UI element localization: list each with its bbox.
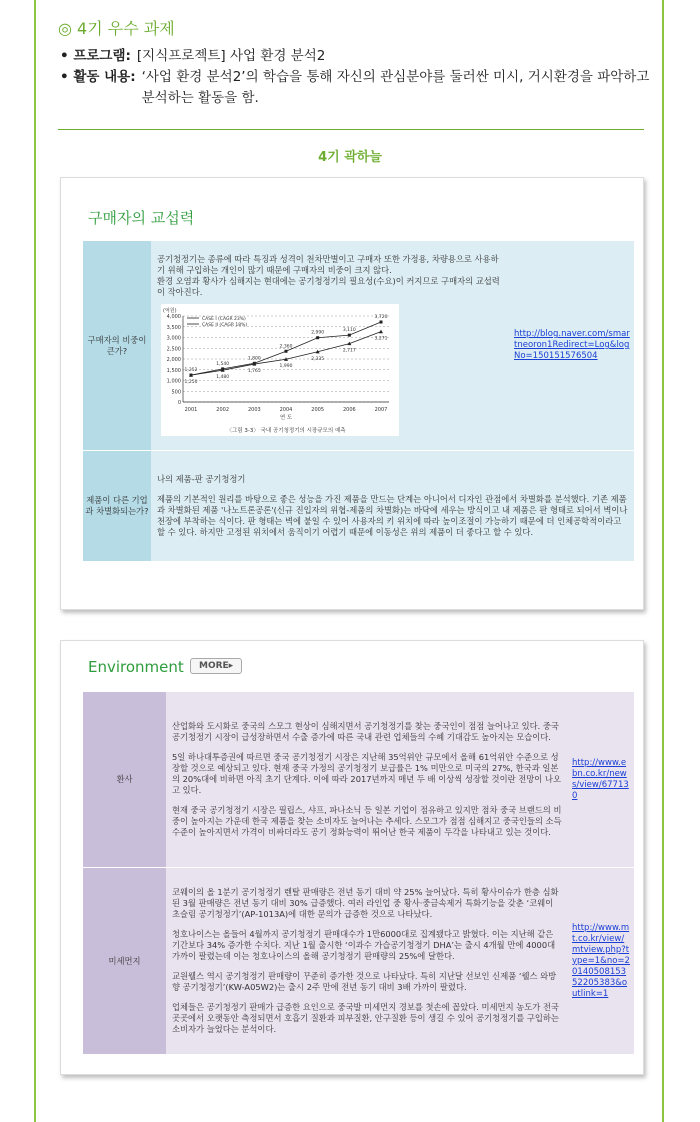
- y-tick-label: 1,500: [166, 367, 181, 374]
- row-content: [166, 692, 568, 868]
- row-label: 제품이 다른 기업과 차별화되는가?: [83, 451, 151, 562]
- y-tick-label: 1,000: [166, 378, 181, 384]
- row-content: [166, 868, 568, 1055]
- chart-svg: [161, 304, 399, 436]
- x-tick-label: 2003: [247, 406, 261, 413]
- legend-label: CASE I (CAGR 23%): [202, 316, 246, 322]
- row-label: 환사: [83, 692, 166, 868]
- author-name: 4기 곽하늘: [318, 150, 382, 165]
- divider: [58, 129, 644, 130]
- activity-value: ‘사업 환경 분석2’의 학습을 통해 자신의 관심분야를 둘러싼 미시, 거시환경을 파악하고 분석하는 활동을 함.: [141, 69, 650, 106]
- data-label: 3,720: [374, 314, 388, 320]
- y-axis-unit: (억원): [163, 307, 177, 314]
- data-label: 1,252: [184, 367, 198, 373]
- legend-label: CASE II (CAGR 18%): [202, 322, 248, 328]
- row-subtitle: 나의 제품-판 공기청정기: [157, 474, 246, 484]
- data-label: 2,990: [311, 330, 325, 336]
- x-tick-label: 2004: [279, 406, 293, 413]
- data-point: [316, 336, 319, 339]
- paragraph: 청호나이스는 올들어 4월까지 공기청정기 판매대수가 1만6000대로 집계됐다고 밝혔다. 이는 지난해 같은 기간보다 34% 증가한 수치다. 지난 1월 출시한 ‘이과수 가습공기청정기 DHA’는 출시 4개월 만에 4000대 가까이 팔렸는데 이는 청호나이스의 올해 공기청정기 판매량의 25%에 달한다.: [172, 929, 556, 961]
- more-button[interactable]: MORE▸: [190, 658, 242, 674]
- y-tick-label: 0: [177, 399, 181, 406]
- y-tick-label: 2,500: [166, 345, 181, 352]
- market-size-chart: [161, 304, 399, 436]
- data-label: 1,480: [216, 374, 230, 380]
- data-label: 2,335: [311, 356, 325, 362]
- row-text-2: 환경 오염과 황사가 심해지는 현대에는 공기청정기의 필요성(수요)이 커지므로 구매자의 교섭력이 작아진다.: [157, 275, 500, 297]
- buyer-power-table: [83, 241, 634, 562]
- data-label: 1,250: [184, 379, 198, 385]
- source-link[interactable]: http://blog.naver.com/smartneoron1Redirect=Log&logNo=150151576504: [514, 329, 630, 361]
- data-label: 1,990: [279, 363, 293, 369]
- data-point: [379, 329, 383, 333]
- y-tick-label: 2,000: [166, 356, 181, 363]
- table-row: [83, 451, 634, 562]
- data-label: 2,360: [279, 343, 293, 349]
- paragraph: 현재 중국 공기청정기 시장은 필립스, 샤프, 파나소닉 등 일본 기업이 점유하고 있지만 점차 중국 브랜드의 비중이 높아지는 가운데 한국 제품을 찾는 소비자도 늘어나는 추세다. 스모그가 점점 심해지고 중국인들의 소득수준이 높아지면서 가격이 비싸더라도 공기 정화능력이 뛰어난 한국 제품이 두각을 나타내고 있는 것이다.: [172, 805, 562, 837]
- program-row: [60, 46, 650, 67]
- row-label: 미세먼지: [83, 868, 166, 1055]
- section-title: ◎ 4기 우수 과제: [58, 19, 175, 38]
- row-content: [151, 241, 510, 451]
- data-label: 1,540: [216, 361, 230, 367]
- table-row: [83, 868, 634, 1055]
- y-tick-label: 3,000: [166, 335, 181, 341]
- table-row: [83, 692, 634, 868]
- data-label: 3,110: [342, 327, 356, 333]
- data-point: [285, 349, 288, 352]
- chart-caption: 〈그림 3-3〉 국내 공기청정기의 시장규모의 예측: [226, 427, 346, 434]
- source-link[interactable]: http://www.ebn.co.kr/news/view/677130: [572, 757, 629, 801]
- x-tick-label: 2002: [216, 406, 230, 413]
- paragraph: 교원웰스 역시 공기청정기 판매량이 꾸준히 증가한 것으로 나타났다. 특히 지난달 선보인 신제품 ‘웰스 와방향 공기청정기’(KW-A05W2)는 출시 2주 만에 전년 동기 대비 3배 가까이 팔렸다.: [172, 971, 557, 992]
- activity-key: • 활동 내용:: [60, 69, 136, 85]
- card-heading: 구매자의 교섭력: [88, 209, 195, 227]
- row-text: 공기청정기는 종류에 따라 특징과 성격이 천차만별이고 구매자 또한 가정용, 차량용으로 사용하기 위해 구입하는 개인이 많기 때문에 구매자의 비중이 크지 않다.: [157, 253, 499, 275]
- paragraph: 업체들은 공기청정기 판매가 급증한 요인으로 중국발 미세먼지 경보를 첫손에 꼽았다. 미세먼지 농도가 전국 곳곳에서 오랫동안 측정되면서 호흡기 질환과 피부질환, 안구질환 등이 생길 수 있어 공기청정기를 구입하는 소비자가 늘었다는 분석이다.: [172, 1002, 559, 1034]
- paragraph: 코웨이의 올 1분기 공기청정기 렌탈 판매량은 전년 동기 대비 약 25% 늘어났다. 특히 황사이슈가 한층 심화된 3월 판매량은 전년 동기 대비 30% 급증했다. 여러 라인업 중 황사·중금속제거 특화기능을 갖춘 ‘코웨이 초슬림 공기청정기’(AP-1013A)에 대한 문의가 급증한 것으로 나타났다.: [172, 887, 559, 919]
- data-label: 1,765: [247, 368, 261, 374]
- row-link-cell: [510, 241, 634, 451]
- table-row: [83, 241, 634, 451]
- paragraph: 산업화와 도시화로 중국의 스모그 현상이 심해지면서 공기청정기를 찾는 중국인이 점점 늘어나고 있다. 중국 공기청정기 시장이 급성장하면서 수출 증가에 따른 국내 관련 업체들의 수혜 기대감도 높아지는 모습이다.: [172, 721, 559, 742]
- data-point: [380, 320, 383, 323]
- activity-row: [60, 67, 650, 109]
- program-value: [지식프로젝트] 사업 환경 분석2: [136, 48, 326, 64]
- environment-table: [83, 692, 634, 1055]
- data-label: 1,800: [247, 355, 261, 361]
- buyer-power-card: [60, 177, 644, 610]
- y-tick-label: 3,500: [166, 324, 181, 331]
- data-label: 2,717: [342, 348, 356, 354]
- x-tick-label: 2006: [342, 406, 356, 413]
- y-tick-label: 500: [171, 388, 181, 395]
- card-heading: Environment: [88, 658, 184, 676]
- y-tick-label: 4,000: [166, 313, 181, 320]
- row-text: 제품의 기본적인 원리를 바탕으로 좋은 성능을 가진 제품을 만드는 단계는 아니어서 디자인 관점에서 차별화를 분석했다. 기존 제품과 차별화된 제품 '나노트론공론'(신규 진입자의 위협-제품의 차별화)는 바닥에 세우는 방식이고 내 제품은 판 형태로 되어서 벽이나 천장에 부착하는 식이다. 판 형태는 벽에 붙일 수 있어 사용자의 키 위치에 따라 높이조절이 가능하기 때문에 더 인체공학적이라고 할 수 있다. 하지만 고정된 위치에서 움직이기 어렵기 때문에 이동성은 위의 제품이 더 좋다고 할 수 있다.: [157, 494, 628, 537]
- paragraph: 5일 하나대투증권에 따르면 중국 공기청정기 시장은 지난해 35억위안 규모에서 올해 61억위안 수준으로 성장할 것으로 예상되고 있다. 현재 중국 가정의 공기청정기 보급률은 1% 미만으로 미국의 27%, 한국과 일본의 20%대에 비하면 아직 초기 단계다. 이에 따라 2017년까지 매년 두 배 이상씩 성장할 것이란 전망이 나오고 있다.: [172, 752, 561, 795]
- x-axis-label: 연 도: [279, 414, 293, 421]
- row-link-cell: [568, 868, 634, 1055]
- x-tick-label: 2001: [184, 406, 198, 413]
- row-link-cell: [568, 692, 634, 868]
- project-summary: [60, 46, 650, 109]
- environment-card: [60, 640, 644, 1075]
- data-point: [348, 333, 351, 336]
- x-tick-label: 2007: [374, 406, 388, 413]
- data-label: 3,271: [374, 336, 388, 342]
- program-key: • 프로그램:: [60, 48, 131, 64]
- row-label: 구매자의 비중이 큰가?: [83, 241, 151, 451]
- x-tick-label: 2005: [311, 406, 325, 413]
- source-link[interactable]: http://www.mt.co.kr/view/mtview.php?type=1&no=2014050815352205383&outlink=1: [572, 922, 630, 999]
- row-content: [151, 451, 634, 562]
